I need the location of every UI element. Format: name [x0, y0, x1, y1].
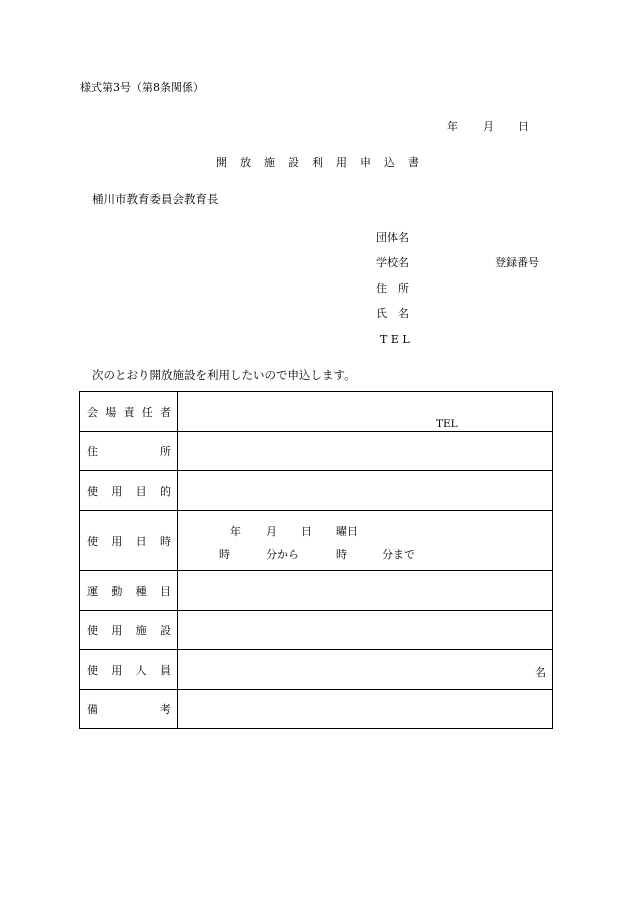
row-label: [80, 392, 178, 432]
table-row: [80, 650, 553, 690]
dt-min-from: 分から: [266, 548, 299, 561]
dt-hour-from: 時: [219, 548, 230, 561]
date-year-label: 年: [447, 120, 458, 133]
table-row: [80, 392, 553, 432]
table-row: [80, 471, 553, 511]
usage-datetime-field[interactable]: [178, 511, 553, 571]
address-field[interactable]: [178, 432, 553, 471]
table-row: [80, 611, 553, 650]
attendees-field[interactable]: [178, 650, 553, 690]
application-table: [79, 391, 553, 729]
title-char: 用: [336, 156, 347, 169]
address-row-label: 住所: [87, 445, 171, 458]
form-number: 様式第3号（第8条関係）: [80, 81, 204, 94]
venue-manager-label: 会場責任者: [87, 405, 171, 419]
tel-label: T E L: [380, 333, 410, 346]
sport-type-field[interactable]: [178, 571, 553, 611]
dt-hour-to: 時: [336, 548, 347, 561]
table-row: [80, 690, 553, 729]
date-month-label: 月: [483, 120, 494, 133]
dt-min-to: 分まで: [382, 548, 415, 561]
table-row: [80, 432, 553, 471]
addressee: 桶川市教育委員会教育長: [92, 192, 219, 206]
facility-label: 使用施設: [87, 624, 171, 637]
title-char: 書: [408, 156, 419, 169]
remarks-label: 備考: [87, 703, 171, 716]
registration-number-label: 登録番号: [495, 256, 539, 269]
attendees-label: 使用人員: [87, 663, 171, 677]
row-label: [80, 611, 178, 650]
row-label: [80, 690, 178, 729]
name-label: 氏 名: [376, 307, 409, 320]
table-row: [80, 571, 553, 611]
group-name-label: 団体名: [376, 231, 409, 244]
title-char: 開: [216, 156, 227, 169]
venue-manager-field[interactable]: [178, 392, 553, 432]
row-label: [80, 432, 178, 471]
remarks-field[interactable]: [178, 690, 553, 729]
title-char: 申: [360, 156, 371, 169]
title-char: 利: [312, 156, 323, 169]
date-day-label: 日: [518, 120, 529, 133]
venue-manager-tel-label: TEL: [436, 418, 458, 430]
table-row: [80, 511, 553, 571]
row-label: [80, 571, 178, 611]
dt-weekday: 曜日: [336, 525, 358, 538]
address-label: 住 所: [376, 282, 409, 295]
intro-text: 次のとおり開放施設を利用したいので申込します。: [92, 368, 356, 382]
title-char: 設: [288, 156, 299, 169]
sport-type-label: 運動種目: [87, 584, 171, 598]
school-name-label: 学校名: [376, 256, 409, 269]
attendees-unit: 名: [535, 666, 546, 679]
dt-year: 年: [230, 525, 241, 538]
purpose-label: 使用目的: [87, 484, 171, 498]
dt-month: 月: [266, 525, 277, 538]
row-label: [80, 471, 178, 511]
row-label: [80, 511, 178, 571]
usage-datetime-label: 使用日時: [87, 534, 171, 548]
title-char: 放: [240, 156, 251, 169]
dt-day: 日: [301, 525, 312, 538]
facility-field[interactable]: [178, 611, 553, 650]
title-char: 施: [264, 156, 275, 169]
title-char: 込: [384, 156, 395, 169]
purpose-field[interactable]: [178, 471, 553, 511]
row-label: [80, 650, 178, 690]
